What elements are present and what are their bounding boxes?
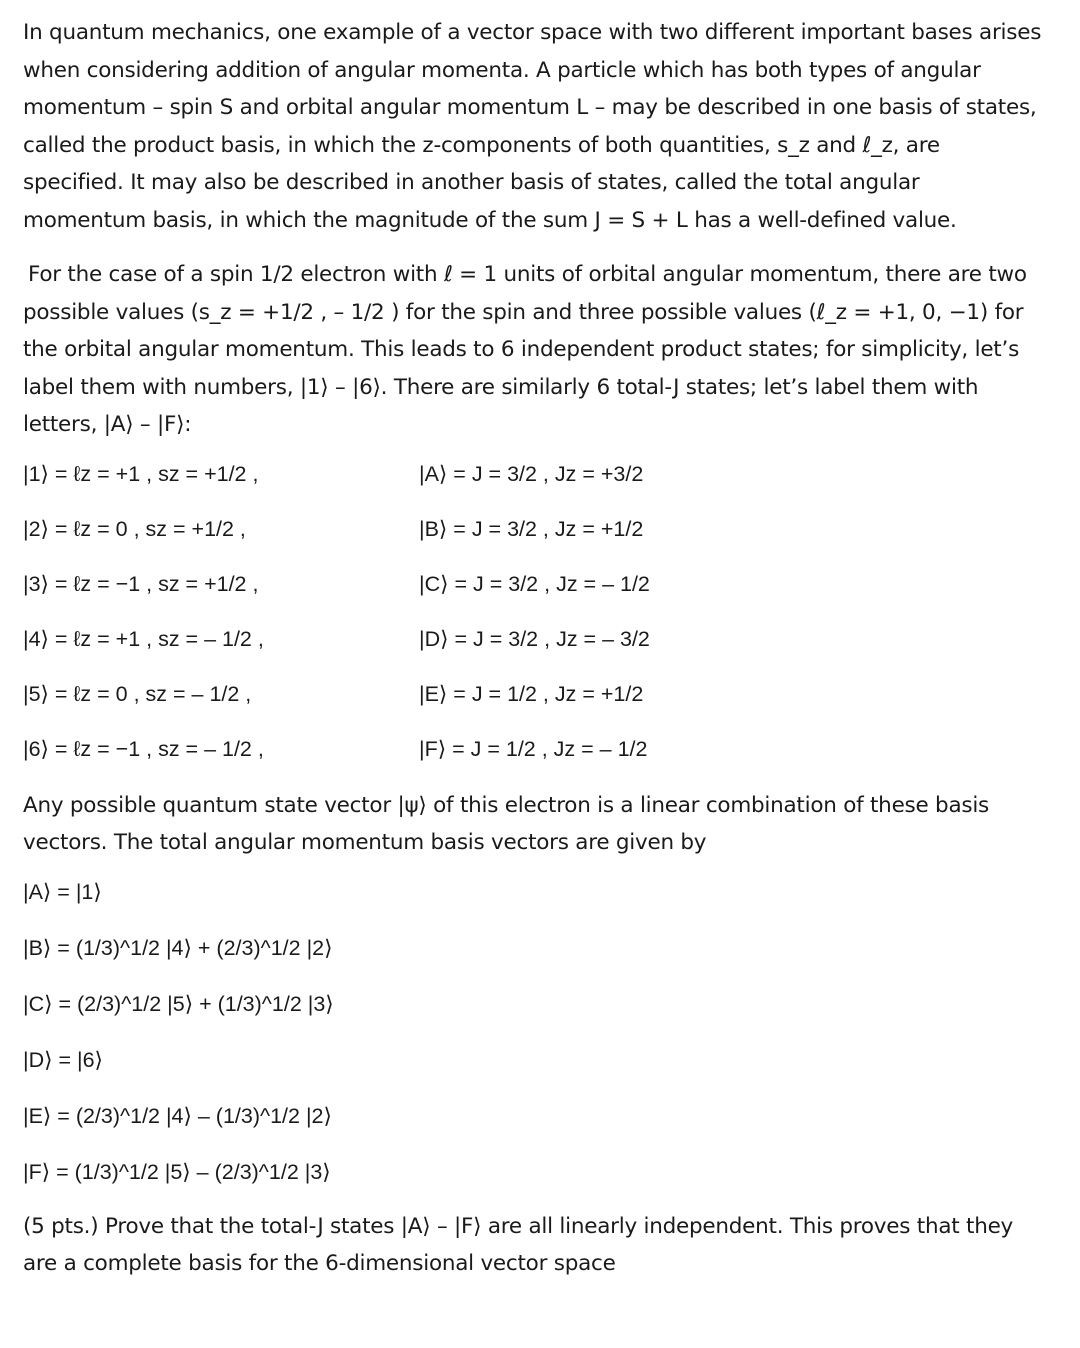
expansion-line: |B⟩ = (1/3)^1/2 |4⟩ + (2/3)^1/2 |2⟩ (23, 935, 333, 960)
expansion-line: |E⟩ = (2/3)^1/2 |4⟩ – (1/3)^1/2 |2⟩ (23, 1103, 332, 1128)
total-j-state: |A⟩ = J = 3/2 , Jz = +3/2 (419, 461, 644, 486)
linear-combination-paragraph: Any possible quantum state vector |ψ⟩ of this electron is a linear combination of these basis vectors. The total angular momentum basis vectors are given by (23, 792, 990, 855)
expansion-line: |F⟩ = (1/3)^1/2 |5⟩ – (2/3)^1/2 |3⟩ (23, 1159, 331, 1184)
state-row (23, 460, 1063, 515)
product-state: |5⟩ = ℓz = 0 , sz = – 1/2 , (23, 681, 252, 706)
state-row (23, 625, 1063, 680)
case-paragraph-text: For the case of a spin 1/2 electron with ℓ = 1 units of orbital angular momentum, there are two possible values (s_z = +1/2 , – 1/2 ) for the spin and three possible values (ℓ_z = +1, 0, −1) for the orbital angular momentum. This leads to 6 independent product states; for simplicity, let’s label them with numbers, |1⟩ – |6⟩. There are similarly 6 total-J states; let’s label them with letters, |A⟩ – |F⟩: (23, 262, 1027, 437)
intro-paragraph: In quantum mechanics, one example of a vector space with two different important bases arises when considering addition of angular momenta. A particle which has both types of angular momentum – spin S and orbital angular momentum L – may be described in one basis of states, called the product basis, in which the z-components of both quantities, s_z and ℓ_z, are specified. It may also be described in another basis of states, called the total angular momentum basis, in which the magnitude of the sum J = S + L has a well-defined value. (23, 20, 1042, 233)
product-state: |6⟩ = ℓz = −1 , sz = – 1/2 , (23, 736, 264, 761)
state-row (23, 680, 1063, 735)
total-j-state: |E⟩ = J = 1/2 , Jz = +1/2 (419, 681, 644, 706)
state-row (23, 570, 1063, 625)
state-definitions (23, 460, 1063, 790)
product-state: |2⟩ = ℓz = 0 , sz = +1/2 , (23, 516, 246, 541)
product-state: |3⟩ = ℓz = −1 , sz = +1/2 , (23, 571, 259, 596)
question-paragraph: (5 pts.) Prove that the total-J states |A⟩ – |F⟩ are all linearly independent. This proves that they are a complete basis for the 6-dimensional vector space (23, 1213, 1014, 1276)
expansion-line: |A⟩ = |1⟩ (23, 879, 102, 904)
state-row (23, 735, 1063, 790)
basis-expansions (23, 878, 1063, 1214)
case-paragraph (23, 256, 1048, 444)
document-page (23, 14, 1063, 1283)
product-state: |1⟩ = ℓz = +1 , sz = +1/2 , (23, 461, 259, 486)
total-j-state: |F⟩ = J = 1/2 , Jz = – 1/2 (419, 736, 648, 761)
total-j-state: |C⟩ = J = 3/2 , Jz = – 1/2 (419, 571, 650, 596)
product-state: |4⟩ = ℓz = +1 , sz = – 1/2 , (23, 626, 264, 651)
expansion-line: |C⟩ = (2/3)^1/2 |5⟩ + (1/3)^1/2 |3⟩ (23, 991, 334, 1016)
total-j-state: |B⟩ = J = 3/2 , Jz = +1/2 (419, 516, 644, 541)
state-row (23, 515, 1063, 570)
expansion-line: |D⟩ = |6⟩ (23, 1047, 103, 1072)
total-j-state: |D⟩ = J = 3/2 , Jz = – 3/2 (419, 626, 650, 651)
